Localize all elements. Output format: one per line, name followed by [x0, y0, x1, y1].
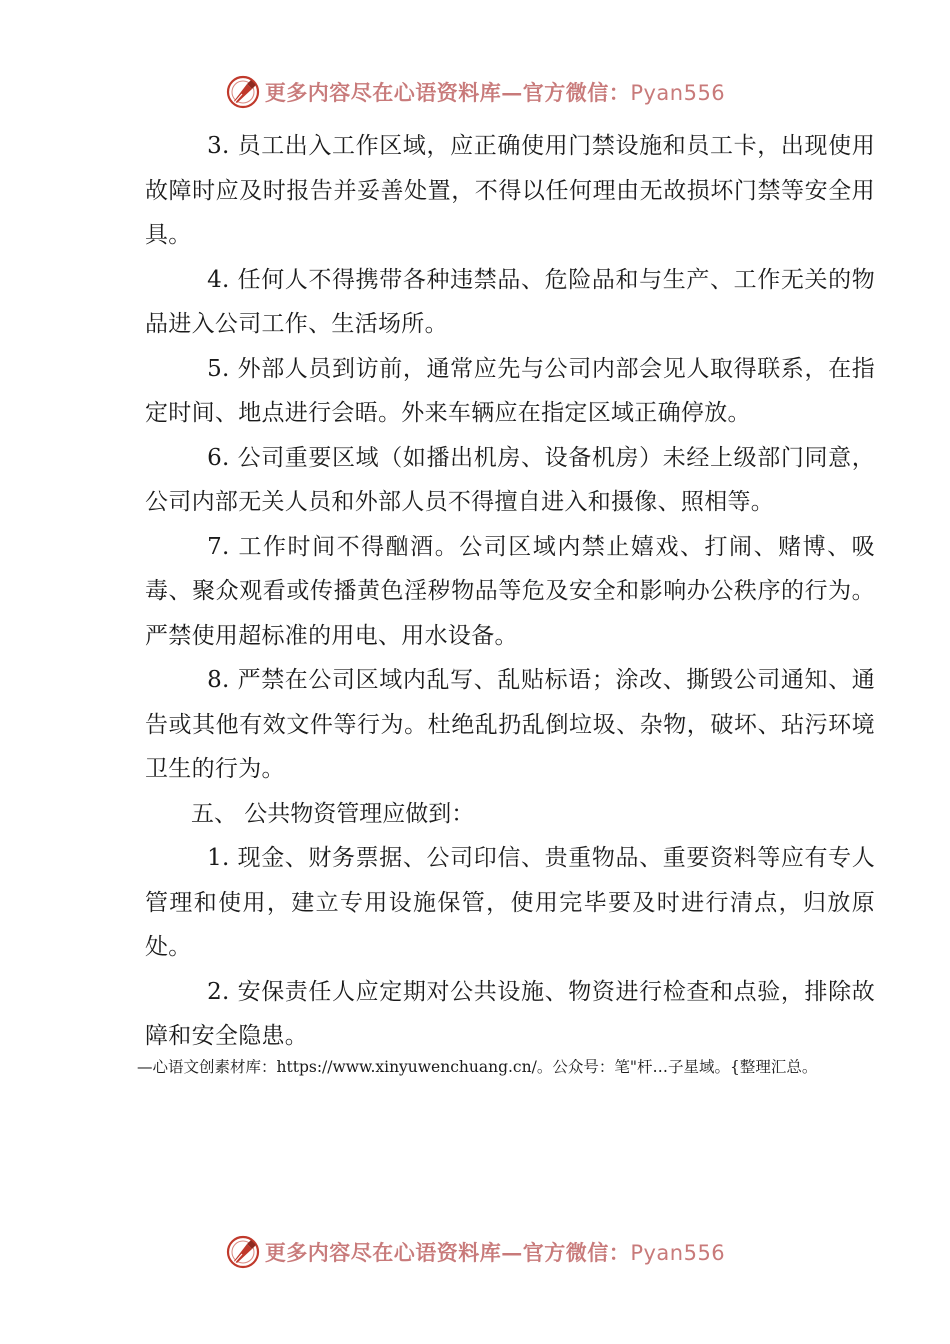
paragraph-item-3: 3. 员工出入工作区域，应正确使用门禁设施和员工卡，出现使用故障时应及时报告并妥善处置，不得以任何理由无故损坏门禁等安全用具。	[145, 133, 875, 248]
paragraph-item-5: 5. 外部人员到访前，通常应先与公司内部会见人取得联系，在指定时间、地点进行会晤。外来车辆应在指定区域正确停放。	[145, 355, 875, 426]
header-banner	[0, 72, 950, 112]
section-heading: 五、 公共物资管理应做到：	[191, 800, 475, 827]
pen-nib-logo-icon	[225, 1234, 261, 1270]
section-paragraph-1: 1. 现金、财务票据、公司印信、贵重物品、重要资料等应有专人管理和使用，建立专用设施保管，使用完毕要及时进行清点，归放原处。	[145, 845, 875, 960]
document-body	[145, 124, 875, 1059]
wechat-id: Pyan556	[630, 81, 726, 105]
source-footnote: —心语文创素材库：https://www.xinyuwenchuang.cn/。公众号：笔"杆…子星域。{整理汇总。	[137, 1058, 818, 1076]
banner-text: 更多内容尽在心语资料库—官方微信：Pyan556	[264, 1240, 726, 1265]
paragraph-item-6: 6. 公司重要区域（如播出机房、设备机房）未经上级部门同意，公司内部无关人员和外部人员不得擅自进入和摄像、照相等。	[145, 444, 875, 515]
pen-nib-logo-icon	[225, 74, 261, 110]
banner-text: 更多内容尽在心语资料库—官方微信：Pyan556	[264, 80, 726, 105]
wechat-id: Pyan556	[630, 1241, 726, 1265]
paragraph-item-4: 4. 任何人不得携带各种违禁品、危险品和与生产、工作无关的物品进入公司工作、生活场所。	[145, 266, 875, 337]
paragraph-item-8: 8. 严禁在公司区域内乱写、乱贴标语；涂改、撕毁公司通知、通告或其他有效文件等行为。杜绝乱扔乱倒垃圾、杂物，破坏、玷污环境卫生的行为。	[145, 667, 875, 782]
section-paragraph-2: 2. 安保责任人应定期对公共设施、物资进行检查和点验，排除故障和安全隐患。	[145, 978, 875, 1049]
paragraph-item-7: 7. 工作时间不得酗酒。公司区域内禁止嬉戏、打闹、赌博、吸毒、聚众观看或传播黄色淫秽物品等危及安全和影响办公秩序的行为。严禁使用超标准的用电、用水设备。	[145, 533, 875, 649]
footer-banner	[0, 1232, 950, 1272]
